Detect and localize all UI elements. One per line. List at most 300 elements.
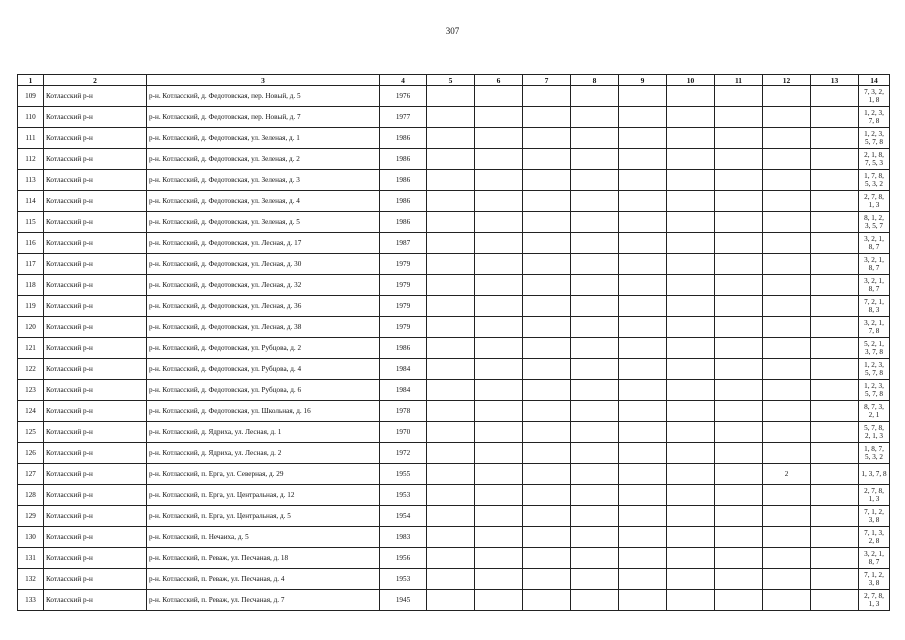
- column-10-cell: [667, 401, 715, 422]
- column-7-cell: [523, 338, 571, 359]
- column-10-cell: [667, 380, 715, 401]
- column-8-cell: [571, 380, 619, 401]
- year-cell: 1956: [380, 548, 427, 569]
- year-cell: 1986: [380, 338, 427, 359]
- column-10-cell: [667, 233, 715, 254]
- column-header-12: 12: [763, 75, 811, 86]
- column-5-cell: [427, 107, 475, 128]
- column-12-cell: [763, 590, 811, 611]
- column-6-cell: [475, 401, 523, 422]
- column-6-cell: [475, 485, 523, 506]
- column-13-cell: [811, 149, 859, 170]
- column-5-cell: [427, 86, 475, 107]
- column-10-cell: [667, 254, 715, 275]
- column-14-cell: 8, 7, 3, 2, 1: [859, 401, 890, 422]
- district-cell: Котласский р-н: [44, 359, 147, 380]
- column-12-cell: [763, 170, 811, 191]
- table-row: [18, 317, 890, 338]
- year-cell: 1972: [380, 443, 427, 464]
- column-9-cell: [619, 149, 667, 170]
- year-cell: 1984: [380, 380, 427, 401]
- column-14-cell: 1, 2, 3, 5, 7, 8: [859, 359, 890, 380]
- row-number: 111: [18, 128, 44, 149]
- column-14-cell: 1, 7, 8, 5, 3, 2: [859, 170, 890, 191]
- column-6-cell: [475, 380, 523, 401]
- column-12-cell: [763, 548, 811, 569]
- address-cell: р-н. Котласский, д. Федотовская, ул. Лесная, д. 36: [147, 296, 380, 317]
- district-cell: Котласский р-н: [44, 380, 147, 401]
- column-14-cell: 1, 2, 3, 5, 7, 8: [859, 380, 890, 401]
- column-14-cell: 3, 2, 1, 8, 7: [859, 548, 890, 569]
- column-5-cell: [427, 170, 475, 191]
- column-13-cell: [811, 464, 859, 485]
- column-6-cell: [475, 191, 523, 212]
- column-12-cell: [763, 191, 811, 212]
- column-6-cell: [475, 338, 523, 359]
- district-cell: Котласский р-н: [44, 275, 147, 296]
- year-cell: 1979: [380, 254, 427, 275]
- address-cell: р-н. Котласский, д. Федотовская, пер. Новый, д. 7: [147, 107, 380, 128]
- column-13-cell: [811, 191, 859, 212]
- column-6-cell: [475, 548, 523, 569]
- column-13-cell: [811, 506, 859, 527]
- table-row: [18, 527, 890, 548]
- column-8-cell: [571, 212, 619, 233]
- column-9-cell: [619, 485, 667, 506]
- column-10-cell: [667, 128, 715, 149]
- column-5-cell: [427, 548, 475, 569]
- column-12-cell: [763, 233, 811, 254]
- district-cell: Котласский р-н: [44, 506, 147, 527]
- column-9-cell: [619, 548, 667, 569]
- district-cell: Котласский р-н: [44, 485, 147, 506]
- year-cell: 1986: [380, 149, 427, 170]
- column-8-cell: [571, 443, 619, 464]
- column-10-cell: [667, 296, 715, 317]
- column-10-cell: [667, 359, 715, 380]
- column-5-cell: [427, 527, 475, 548]
- address-cell: р-н. Котласский, д. Федотовская, ул. Рубцова, д. 2: [147, 338, 380, 359]
- column-10-cell: [667, 191, 715, 212]
- row-number: 114: [18, 191, 44, 212]
- address-cell: р-н. Котласский, п. Ерга, ул. Северная, д. 29: [147, 464, 380, 485]
- column-14-cell: 7, 3, 2, 1, 8: [859, 86, 890, 107]
- column-10-cell: [667, 485, 715, 506]
- column-13-cell: [811, 233, 859, 254]
- column-11-cell: [715, 233, 763, 254]
- table-row: [18, 485, 890, 506]
- row-number: 123: [18, 380, 44, 401]
- column-9-cell: [619, 233, 667, 254]
- column-10-cell: [667, 569, 715, 590]
- column-5-cell: [427, 443, 475, 464]
- row-number: 118: [18, 275, 44, 296]
- column-7-cell: [523, 569, 571, 590]
- column-8-cell: [571, 338, 619, 359]
- column-9-cell: [619, 338, 667, 359]
- district-cell: Котласский р-н: [44, 527, 147, 548]
- column-11-cell: [715, 590, 763, 611]
- column-7-cell: [523, 149, 571, 170]
- column-header-6: 6: [475, 75, 523, 86]
- column-9-cell: [619, 527, 667, 548]
- table-body: [18, 86, 890, 611]
- table-row: [18, 380, 890, 401]
- column-8-cell: [571, 359, 619, 380]
- column-14-cell: 1, 2, 3, 7, 8: [859, 107, 890, 128]
- column-5-cell: [427, 275, 475, 296]
- row-number: 112: [18, 149, 44, 170]
- column-7-cell: [523, 170, 571, 191]
- column-6-cell: [475, 233, 523, 254]
- column-5-cell: [427, 191, 475, 212]
- address-cell: р-н. Котласский, д. Федотовская, ул. Школьная, д. 16: [147, 401, 380, 422]
- column-8-cell: [571, 170, 619, 191]
- row-number: 117: [18, 254, 44, 275]
- column-5-cell: [427, 317, 475, 338]
- table-row: [18, 275, 890, 296]
- column-14-cell: 7, 1, 3, 2, 8: [859, 527, 890, 548]
- column-9-cell: [619, 275, 667, 296]
- column-14-cell: 7, 2, 1, 8, 3: [859, 296, 890, 317]
- table-row: [18, 233, 890, 254]
- column-12-cell: [763, 107, 811, 128]
- column-14-cell: 1, 2, 3, 5, 7, 8: [859, 128, 890, 149]
- address-cell: р-н. Котласский, п. Ерга, ул. Центральная, д. 12: [147, 485, 380, 506]
- table-header: [18, 75, 890, 86]
- column-13-cell: [811, 590, 859, 611]
- column-7-cell: [523, 275, 571, 296]
- column-7-cell: [523, 254, 571, 275]
- column-13-cell: [811, 212, 859, 233]
- district-cell: Котласский р-н: [44, 401, 147, 422]
- column-6-cell: [475, 359, 523, 380]
- column-9-cell: [619, 170, 667, 191]
- column-8-cell: [571, 86, 619, 107]
- column-12-cell: [763, 359, 811, 380]
- column-12-cell: [763, 443, 811, 464]
- row-number: 120: [18, 317, 44, 338]
- column-13-cell: [811, 107, 859, 128]
- column-7-cell: [523, 506, 571, 527]
- column-7-cell: [523, 317, 571, 338]
- address-cell: р-н. Котласский, д. Федотовская, пер. Новый, д. 5: [147, 86, 380, 107]
- column-11-cell: [715, 107, 763, 128]
- column-8-cell: [571, 464, 619, 485]
- column-9-cell: [619, 443, 667, 464]
- year-cell: 1979: [380, 317, 427, 338]
- column-6-cell: [475, 590, 523, 611]
- table-row: [18, 548, 890, 569]
- column-7-cell: [523, 86, 571, 107]
- column-11-cell: [715, 548, 763, 569]
- address-cell: р-н. Котласский, д. Федотовская, ул. Лесная, д. 32: [147, 275, 380, 296]
- table-row: [18, 191, 890, 212]
- column-5-cell: [427, 338, 475, 359]
- column-header-9: 9: [619, 75, 667, 86]
- column-5-cell: [427, 254, 475, 275]
- year-cell: 1977: [380, 107, 427, 128]
- column-9-cell: [619, 317, 667, 338]
- column-5-cell: [427, 212, 475, 233]
- column-10-cell: [667, 443, 715, 464]
- column-10-cell: [667, 548, 715, 569]
- column-13-cell: [811, 359, 859, 380]
- column-10-cell: [667, 86, 715, 107]
- year-cell: 1983: [380, 527, 427, 548]
- district-cell: Котласский р-н: [44, 422, 147, 443]
- address-cell: р-н. Котласский, д. Федотовская, ул. Зеленая, д. 4: [147, 191, 380, 212]
- row-number: 125: [18, 422, 44, 443]
- column-8-cell: [571, 506, 619, 527]
- district-cell: Котласский р-н: [44, 590, 147, 611]
- column-10-cell: [667, 338, 715, 359]
- column-14-cell: 3, 2, 1, 7, 8: [859, 317, 890, 338]
- column-9-cell: [619, 191, 667, 212]
- column-8-cell: [571, 254, 619, 275]
- column-10-cell: [667, 527, 715, 548]
- table-row: [18, 569, 890, 590]
- column-8-cell: [571, 569, 619, 590]
- row-number: 110: [18, 107, 44, 128]
- district-cell: Котласский р-н: [44, 128, 147, 149]
- district-cell: Котласский р-н: [44, 338, 147, 359]
- column-11-cell: [715, 317, 763, 338]
- table-row: [18, 128, 890, 149]
- year-cell: 1945: [380, 590, 427, 611]
- column-6-cell: [475, 527, 523, 548]
- column-7-cell: [523, 380, 571, 401]
- column-11-cell: [715, 401, 763, 422]
- column-10-cell: [667, 590, 715, 611]
- row-number: 115: [18, 212, 44, 233]
- year-cell: 1986: [380, 191, 427, 212]
- year-cell: 1976: [380, 86, 427, 107]
- column-6-cell: [475, 107, 523, 128]
- column-8-cell: [571, 485, 619, 506]
- column-14-cell: 7, 1, 2, 3, 8: [859, 506, 890, 527]
- year-cell: 1986: [380, 212, 427, 233]
- column-6-cell: [475, 212, 523, 233]
- column-9-cell: [619, 86, 667, 107]
- column-header-1: 1: [18, 75, 44, 86]
- row-number: 128: [18, 485, 44, 506]
- column-9-cell: [619, 128, 667, 149]
- column-5-cell: [427, 506, 475, 527]
- column-8-cell: [571, 128, 619, 149]
- address-cell: р-н. Котласский, п. Реваж, ул. Песчаная, д. 7: [147, 590, 380, 611]
- column-11-cell: [715, 380, 763, 401]
- column-13-cell: [811, 128, 859, 149]
- table-row: [18, 338, 890, 359]
- column-11-cell: [715, 212, 763, 233]
- column-7-cell: [523, 401, 571, 422]
- column-6-cell: [475, 275, 523, 296]
- column-9-cell: [619, 464, 667, 485]
- table-row: [18, 506, 890, 527]
- address-cell: р-н. Котласский, д. Федотовская, ул. Лесная, д. 30: [147, 254, 380, 275]
- column-11-cell: [715, 170, 763, 191]
- column-header-2: 2: [44, 75, 147, 86]
- column-14-cell: 3, 2, 1, 8, 7: [859, 275, 890, 296]
- row-number: 124: [18, 401, 44, 422]
- column-5-cell: [427, 464, 475, 485]
- column-6-cell: [475, 422, 523, 443]
- address-cell: р-н. Котласский, д. Федотовская, ул. Рубцова, д. 6: [147, 380, 380, 401]
- row-number: 122: [18, 359, 44, 380]
- column-12-cell: [763, 254, 811, 275]
- column-13-cell: [811, 275, 859, 296]
- district-cell: Котласский р-н: [44, 569, 147, 590]
- column-14-cell: 3, 2, 1, 8, 7: [859, 233, 890, 254]
- district-cell: Котласский р-н: [44, 149, 147, 170]
- column-11-cell: [715, 485, 763, 506]
- column-13-cell: [811, 338, 859, 359]
- column-13-cell: [811, 569, 859, 590]
- table-row: [18, 296, 890, 317]
- year-cell: 1986: [380, 170, 427, 191]
- column-10-cell: [667, 506, 715, 527]
- column-7-cell: [523, 590, 571, 611]
- column-9-cell: [619, 380, 667, 401]
- column-10-cell: [667, 317, 715, 338]
- year-cell: 1953: [380, 485, 427, 506]
- address-cell: р-н. Котласский, д. Федотовская, ул. Зеленая, д. 1: [147, 128, 380, 149]
- column-12-cell: [763, 422, 811, 443]
- address-cell: р-н. Котласский, д. Федотовская, ул. Лесная, д. 38: [147, 317, 380, 338]
- year-cell: 1953: [380, 569, 427, 590]
- column-7-cell: [523, 485, 571, 506]
- column-8-cell: [571, 422, 619, 443]
- column-13-cell: [811, 548, 859, 569]
- column-9-cell: [619, 359, 667, 380]
- row-number: 131: [18, 548, 44, 569]
- column-14-cell: 5, 2, 1, 3, 7, 8: [859, 338, 890, 359]
- column-header-5: 5: [427, 75, 475, 86]
- column-14-cell: 2, 7, 8, 1, 3: [859, 191, 890, 212]
- column-8-cell: [571, 233, 619, 254]
- address-cell: р-н. Котласский, д. Федотовская, ул. Зеленая, д. 5: [147, 212, 380, 233]
- table-row: [18, 149, 890, 170]
- column-14-cell: 2, 1, 8, 7, 5, 3: [859, 149, 890, 170]
- address-cell: р-н. Котласский, п. Реваж, ул. Песчаная, д. 4: [147, 569, 380, 590]
- table-row: [18, 359, 890, 380]
- district-cell: Котласский р-н: [44, 548, 147, 569]
- column-5-cell: [427, 359, 475, 380]
- column-7-cell: [523, 212, 571, 233]
- column-12-cell: [763, 149, 811, 170]
- row-number: 127: [18, 464, 44, 485]
- column-11-cell: [715, 191, 763, 212]
- row-number: 113: [18, 170, 44, 191]
- column-11-cell: [715, 527, 763, 548]
- column-6-cell: [475, 170, 523, 191]
- row-number: 116: [18, 233, 44, 254]
- year-cell: 1984: [380, 359, 427, 380]
- column-13-cell: [811, 485, 859, 506]
- year-cell: 1979: [380, 275, 427, 296]
- column-7-cell: [523, 359, 571, 380]
- column-11-cell: [715, 569, 763, 590]
- column-6-cell: [475, 443, 523, 464]
- column-12-cell: 2: [763, 464, 811, 485]
- column-13-cell: [811, 254, 859, 275]
- column-11-cell: [715, 443, 763, 464]
- column-12-cell: [763, 296, 811, 317]
- column-8-cell: [571, 590, 619, 611]
- column-6-cell: [475, 317, 523, 338]
- table-row: [18, 422, 890, 443]
- column-8-cell: [571, 548, 619, 569]
- column-6-cell: [475, 128, 523, 149]
- column-8-cell: [571, 317, 619, 338]
- column-7-cell: [523, 107, 571, 128]
- year-cell: 1987: [380, 233, 427, 254]
- column-11-cell: [715, 128, 763, 149]
- column-12-cell: [763, 506, 811, 527]
- address-cell: р-н. Котласский, п. Нечаиха, д. 5: [147, 527, 380, 548]
- column-11-cell: [715, 149, 763, 170]
- column-14-cell: 2, 7, 8, 1, 3: [859, 590, 890, 611]
- address-cell: р-н. Котласский, д. Федотовская, ул. Зеленая, д. 2: [147, 149, 380, 170]
- column-14-cell: 1, 3, 7, 8: [859, 464, 890, 485]
- column-8-cell: [571, 296, 619, 317]
- table-row: [18, 86, 890, 107]
- header-row: [18, 75, 890, 86]
- column-6-cell: [475, 149, 523, 170]
- column-11-cell: [715, 275, 763, 296]
- column-header-8: 8: [571, 75, 619, 86]
- column-10-cell: [667, 149, 715, 170]
- table-row: [18, 170, 890, 191]
- column-header-4: 4: [380, 75, 427, 86]
- column-header-3: 3: [147, 75, 380, 86]
- column-9-cell: [619, 107, 667, 128]
- column-5-cell: [427, 569, 475, 590]
- district-cell: Котласский р-н: [44, 296, 147, 317]
- column-11-cell: [715, 338, 763, 359]
- year-cell: 1986: [380, 128, 427, 149]
- column-5-cell: [427, 590, 475, 611]
- column-12-cell: [763, 401, 811, 422]
- column-9-cell: [619, 254, 667, 275]
- column-7-cell: [523, 422, 571, 443]
- table-row: [18, 254, 890, 275]
- column-10-cell: [667, 422, 715, 443]
- year-cell: 1955: [380, 464, 427, 485]
- column-10-cell: [667, 275, 715, 296]
- column-7-cell: [523, 443, 571, 464]
- column-13-cell: [811, 86, 859, 107]
- column-12-cell: [763, 485, 811, 506]
- column-13-cell: [811, 380, 859, 401]
- column-11-cell: [715, 254, 763, 275]
- column-9-cell: [619, 590, 667, 611]
- column-6-cell: [475, 464, 523, 485]
- table-row: [18, 464, 890, 485]
- column-header-11: 11: [715, 75, 763, 86]
- table-row: [18, 107, 890, 128]
- district-cell: Котласский р-н: [44, 86, 147, 107]
- column-6-cell: [475, 86, 523, 107]
- column-7-cell: [523, 464, 571, 485]
- column-13-cell: [811, 401, 859, 422]
- row-number: 121: [18, 338, 44, 359]
- district-cell: Котласский р-н: [44, 107, 147, 128]
- column-5-cell: [427, 422, 475, 443]
- column-14-cell: 5, 7, 8, 2, 1, 3: [859, 422, 890, 443]
- column-13-cell: [811, 422, 859, 443]
